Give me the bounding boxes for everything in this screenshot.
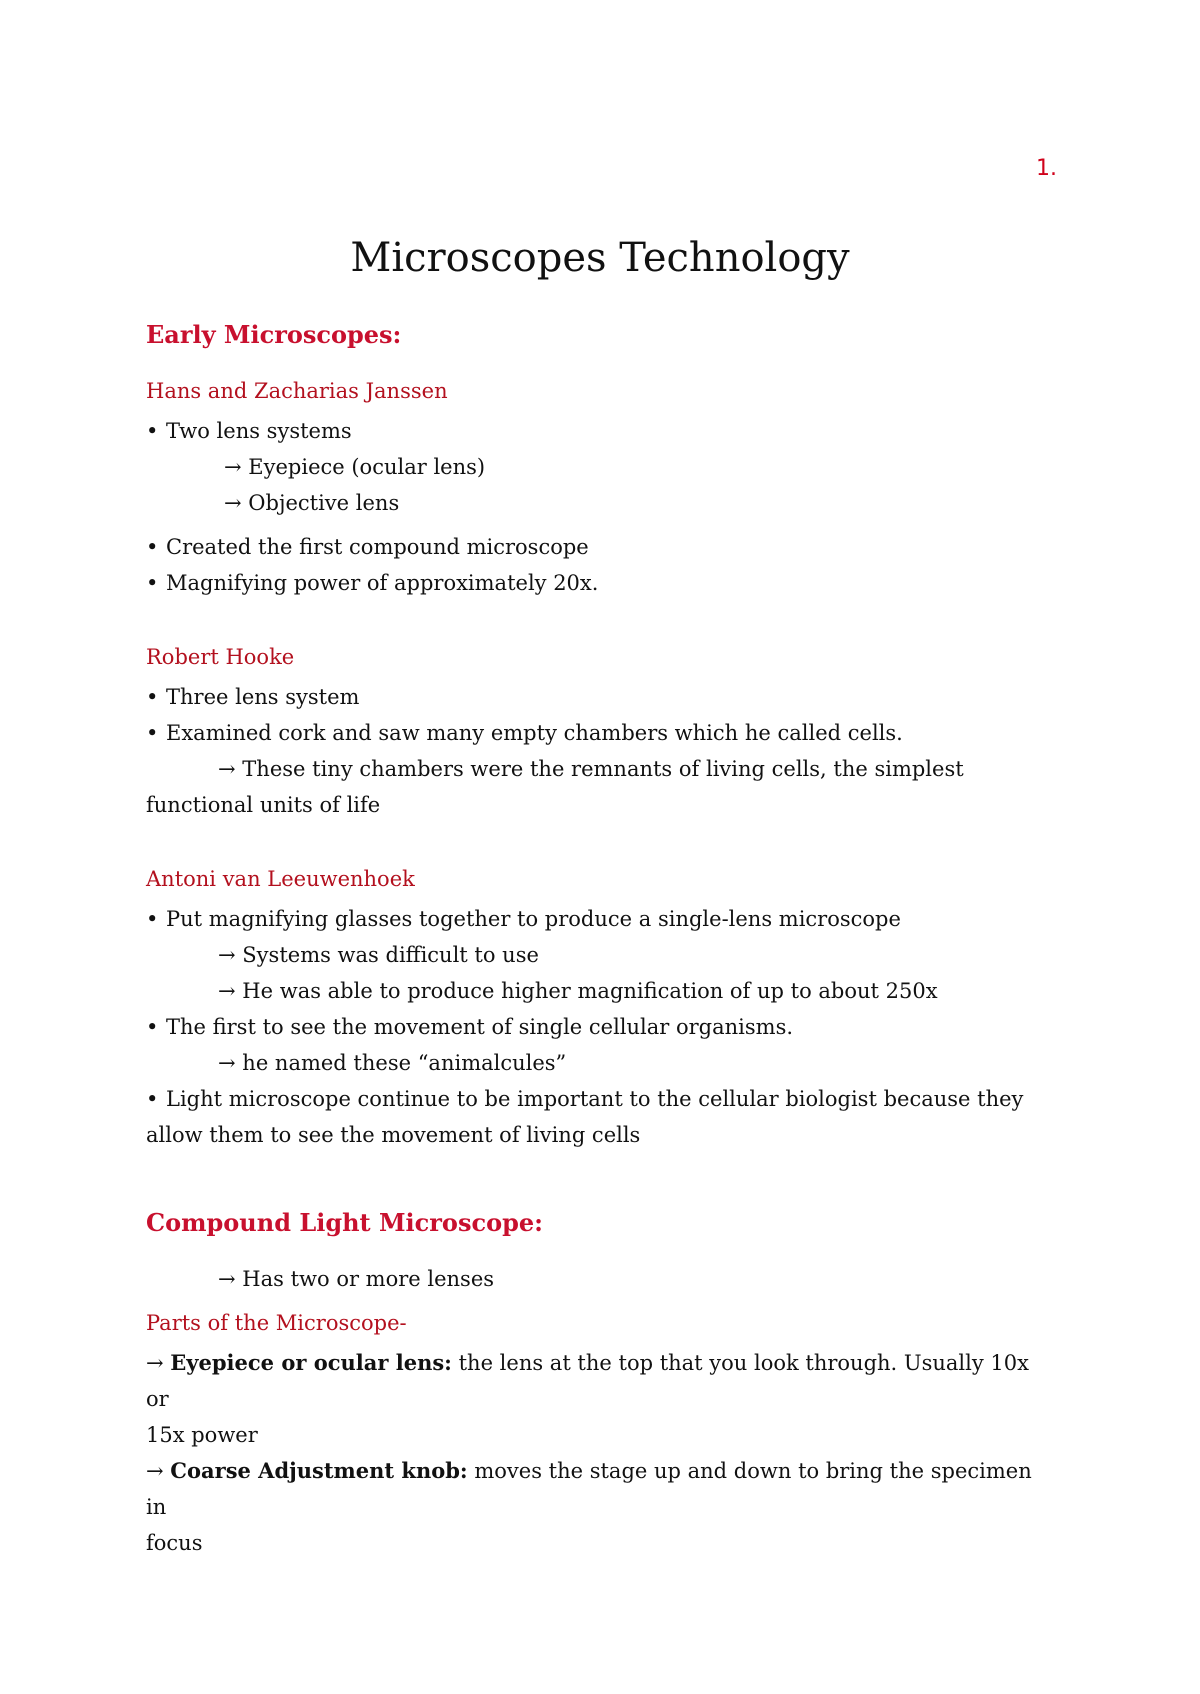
- list-item: • Magnifying power of approximately 20x.: [146, 565, 1056, 601]
- arrow-icon: →: [218, 1051, 236, 1075]
- bullet-icon: •: [146, 571, 159, 595]
- list-item: → Eyepiece or ocular lens: the lens at the top that you look through. Usually 10x or: [146, 1350, 1029, 1411]
- arrow-icon: →: [224, 455, 242, 479]
- list-item: • The first to see the movement of single cellular organisms.: [146, 1009, 1056, 1045]
- document-body: [146, 317, 1056, 1561]
- list-item: → Objective lens: [224, 491, 400, 515]
- list-item-continuation: allow them to see the movement of living cells: [146, 1123, 641, 1147]
- list-item-continuation: focus: [146, 1531, 203, 1555]
- arrow-icon: →: [146, 1459, 164, 1483]
- arrow-icon: →: [218, 1267, 236, 1291]
- list-item: • Light microscope continue to be important to the cellular biologist because they: [146, 1081, 1056, 1117]
- list-item-continuation: 15x power: [146, 1423, 258, 1447]
- list-item: • Created the first compound microscope: [146, 529, 1056, 565]
- list-item: → He was able to produce higher magnification of up to about 250x: [218, 979, 938, 1003]
- bullet-icon: •: [146, 1015, 159, 1039]
- list-item: → Coarse Adjustment knob: moves the stage up and down to bring the specimen in: [146, 1458, 1032, 1519]
- list-item: → Systems was difficult to use: [218, 943, 539, 967]
- term-eyepiece: Eyepiece or ocular lens:: [170, 1350, 452, 1375]
- arrow-icon: →: [224, 491, 242, 515]
- bullet-icon: •: [146, 721, 159, 745]
- arrow-icon: →: [218, 943, 236, 967]
- list-item: → he named these “animalcules”: [218, 1051, 567, 1075]
- bullet-icon: •: [146, 419, 159, 443]
- list-item: • Put magnifying glasses together to produce a single-lens microscope: [146, 901, 1056, 937]
- term-coarse-adjustment: Coarse Adjustment knob:: [170, 1458, 468, 1483]
- subheading-janssen: Hans and Zacharias Janssen: [146, 379, 448, 403]
- list-item: → These tiny chambers were the remnants of living cells, the simplest: [218, 757, 964, 781]
- subheading-leeuwenhoek: Antoni van Leeuwenhoek: [146, 867, 415, 891]
- arrow-icon: →: [218, 757, 236, 781]
- subheading-parts-of-microscope: Parts of the Microscope-: [146, 1311, 407, 1335]
- page-title: Microscopes Technology: [350, 235, 850, 281]
- list-item-continuation: functional units of life: [146, 793, 381, 817]
- bullet-icon: •: [146, 1087, 159, 1111]
- list-item: • Examined cork and saw many empty chambers which he called cells.: [146, 715, 1056, 751]
- bullet-icon: •: [146, 907, 159, 931]
- section-heading-compound-light-microscope: Compound Light Microscope:: [146, 1208, 543, 1237]
- subheading-hooke: Robert Hooke: [146, 645, 295, 669]
- arrow-icon: →: [218, 979, 236, 1003]
- arrow-icon: →: [146, 1351, 164, 1375]
- bullet-icon: •: [146, 535, 159, 559]
- list-item: • Three lens system: [146, 679, 1056, 715]
- page-number: 1.: [1036, 156, 1057, 181]
- list-item: → Has two or more lenses: [218, 1267, 495, 1291]
- bullet-icon: •: [146, 685, 159, 709]
- section-heading-early-microscopes: Early Microscopes:: [146, 320, 402, 349]
- list-item: • Two lens systems: [146, 413, 1056, 449]
- list-item: → Eyepiece (ocular lens): [224, 455, 486, 479]
